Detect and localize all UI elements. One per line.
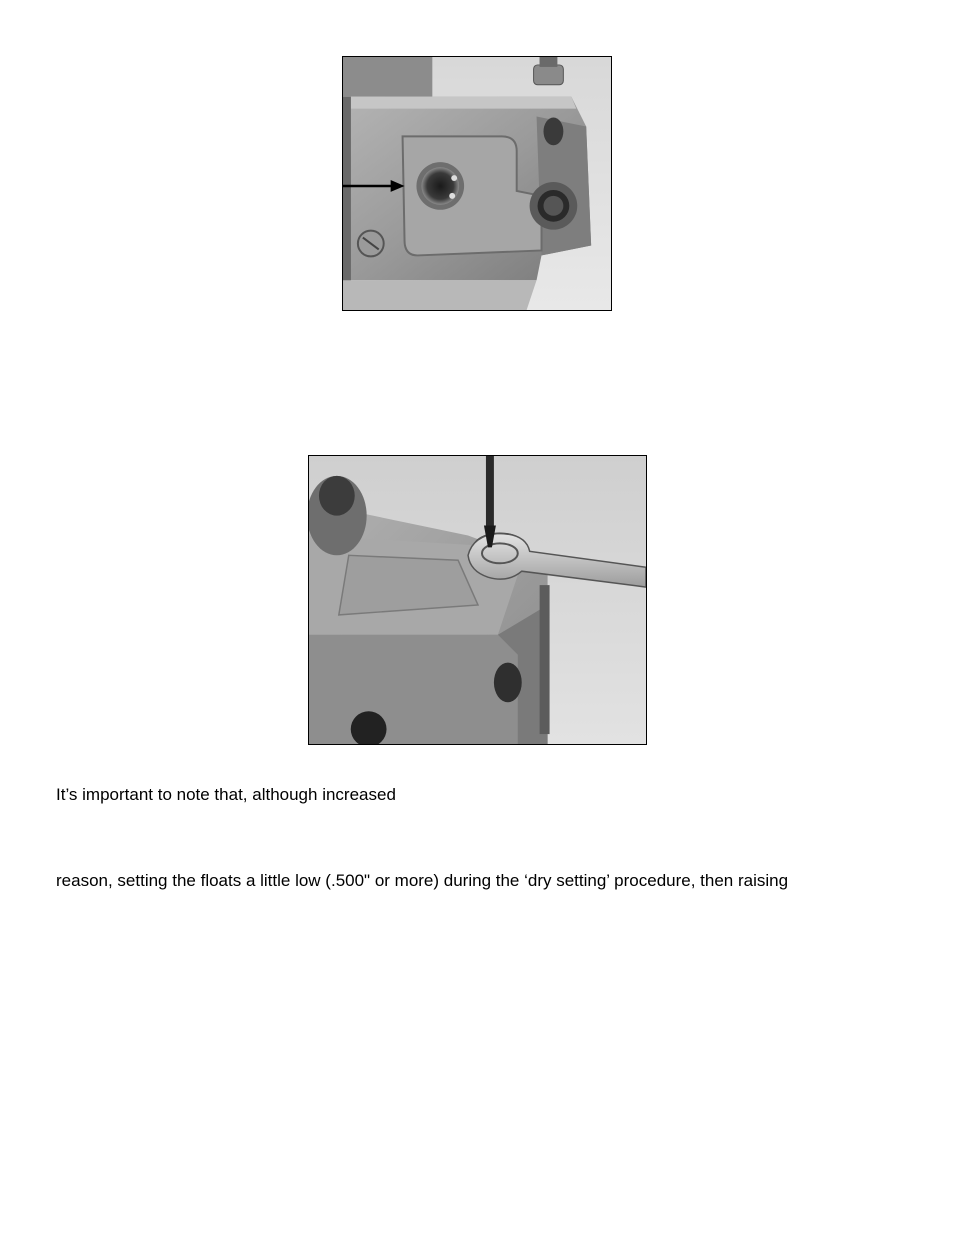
- needle-seat-adjustment-photo: [308, 455, 647, 745]
- needle-seat-illustration: [309, 456, 646, 744]
- fuel-bowl-photo: [342, 56, 612, 311]
- body-text-line-2: reason, setting the floats a little low (.500" or more) during the ‘dry setting’ procedure, then raising: [56, 871, 789, 890]
- body-text-line-1: It’s important to note that, although increased: [56, 785, 396, 804]
- fuel-bowl-illustration: [343, 57, 611, 310]
